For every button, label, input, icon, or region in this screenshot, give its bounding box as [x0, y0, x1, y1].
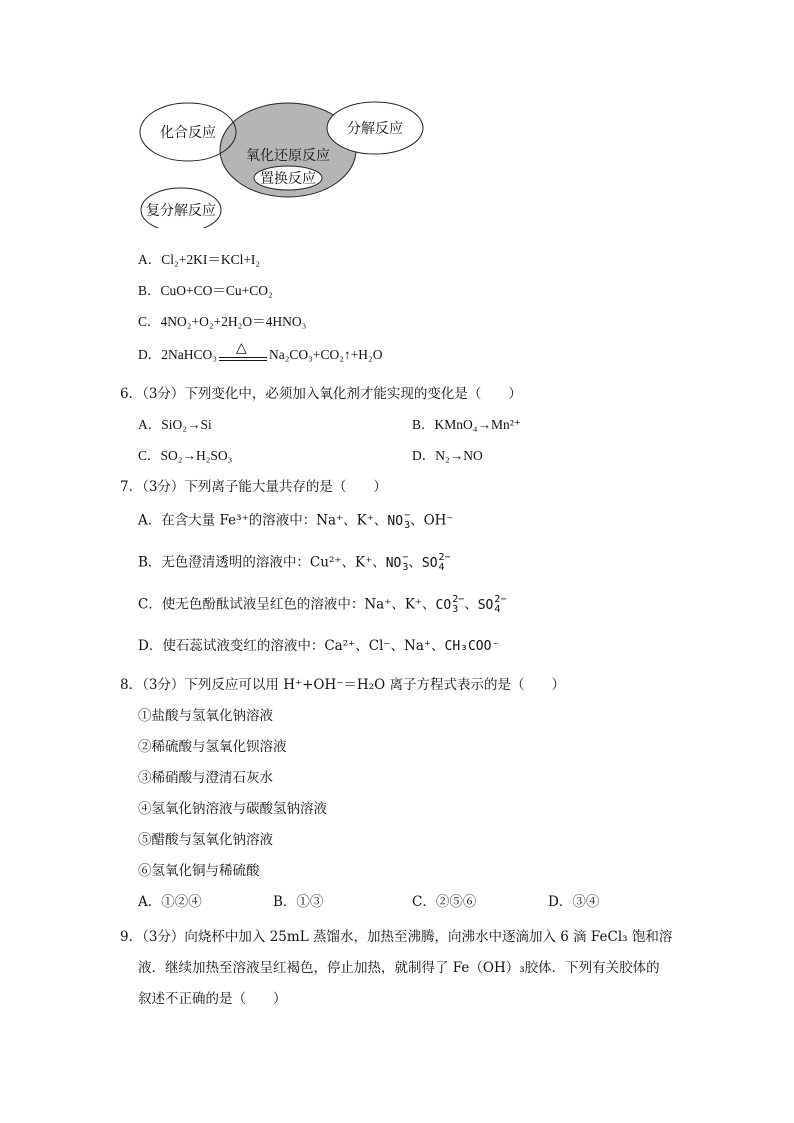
q8-option-b: B．①③ [273, 894, 324, 910]
ion-subscript: 3 [452, 604, 459, 615]
q7-stem: 7．（3分）下列离子能大量共存的是（ ） [120, 479, 387, 495]
q6-option-b: B．KMnO₄→Mn²⁺ [412, 417, 521, 432]
q7-option-d [138, 637, 499, 656]
equals-bar [219, 357, 267, 361]
ion-symbol: CO [435, 597, 452, 613]
q7-option-a [138, 511, 454, 531]
q7-b-text: B．无色澄清透明的溶液中：Cu²⁺、K⁺、 [138, 554, 386, 571]
q5-option-d-reactant: D．2NaHCO₃ [138, 347, 217, 362]
separator: 、 [408, 554, 422, 571]
q8-option-c: C．②⑤⑥ [412, 894, 477, 910]
q8-item-2: ②稀硫酸与氢氧化钡溶液 [138, 739, 287, 755]
carbonate-ion [435, 594, 465, 615]
nitrate-ion [387, 510, 411, 531]
q8-item-4: ④氢氧化钠溶液与碳酸氢钠溶液 [138, 801, 327, 817]
reaction-classification-diagram [138, 98, 438, 228]
ion-subscript: 4 [438, 562, 445, 573]
q5-option-d [138, 339, 383, 365]
q8-option-d: D．③④ [548, 894, 600, 910]
q8-item-6: ⑥氢氧化铜与稀硫酸 [138, 863, 260, 879]
delta-icon: △ [235, 339, 247, 356]
decomposition-label: 分解反应 [347, 121, 403, 137]
q6-option-c: C．SO₂→H₂SO₃ [138, 448, 233, 463]
q5-option-b: B．CuO+CO＝Cu+CO₂ [138, 283, 273, 298]
q8-stem: 8．（3分）下列反应可以用 H⁺+OH⁻＝H₂O 离子方程式表示的是（ ） [120, 677, 565, 693]
q9-stem-line-3: 叙述不正确的是（ ） [138, 991, 287, 1007]
redox-label: 氧化还原反应 [246, 148, 330, 164]
ion-subscript: 3 [402, 562, 409, 573]
sulfate-ion [477, 594, 507, 615]
q9-stem-line-1: 9．（3分）向烧杯中加入 25mL 蒸馏水，加热至沸腾，向沸水中逐滴加入 6 滴 FeCl₃ 饱和溶 [120, 929, 673, 945]
q8-option-a: A．①②④ [138, 894, 202, 910]
ion-charge: − [402, 552, 409, 563]
double-decomposition-label: 复分解反应 [146, 203, 216, 219]
ion-charge: 2− [452, 594, 465, 605]
q6-option-a: A．SiO₂→Si [138, 417, 212, 432]
ion-symbol: SO [477, 597, 494, 613]
q7-a-text: A．在含大量 Fe³⁺的溶液中：Na⁺、K⁺、 [138, 512, 388, 529]
q7-option-b [138, 553, 451, 573]
sulfate-ion [421, 552, 451, 573]
q5-option-a: A．Cl₂+2KI＝KCl+I₂ [138, 252, 261, 267]
acetate-ion: CH₃COO⁻ [444, 639, 500, 654]
ion-symbol: NO [385, 555, 402, 571]
combination-label: 化合反应 [160, 125, 216, 141]
q8-item-3: ③稀硝酸与澄清石灰水 [138, 770, 273, 786]
q6-stem: 6．（3分）下列变化中，必须加入氧化剂才能实现的变化是（ ） [120, 386, 522, 402]
q5-option-d-products: Na₂CO₃+CO₂↑+H₂O [268, 347, 383, 362]
q5-option-c: C．4NO₂+O₂+2H₂O＝4HNO₃ [138, 314, 307, 329]
ion-symbol: SO [421, 555, 438, 571]
q8-item-1: ①盐酸与氢氧化钠溶液 [138, 708, 273, 724]
heating-condition [217, 339, 269, 365]
q8-item-5: ⑤醋酸与氢氧化钠溶液 [138, 832, 273, 848]
nitrate-ion [385, 552, 409, 573]
q7-c-text: C．使无色酚酞试液呈红色的溶液中：Na⁺、K⁺、 [138, 596, 436, 613]
ion-subscript: 3 [404, 520, 411, 531]
ion-symbol: NO [387, 513, 404, 529]
ion-charge: 2− [494, 594, 507, 605]
q7-a-tail: 、OH⁻ [410, 512, 454, 529]
q7-d-text: D．使石蕊试液变红的溶液中：Ca²⁺、Cl⁻、Na⁺、 [138, 638, 445, 654]
q7-option-c [138, 595, 506, 615]
separator: 、 [464, 596, 478, 613]
q9-stem-line-2: 液．继续加热至溶液呈红褐色，停止加热，就制得了 Fe（OH）₃胶体．下列有关胶体的 [138, 960, 660, 976]
ion-subscript: 4 [494, 604, 501, 615]
displacement-label: 置换反应 [260, 171, 316, 187]
q6-option-d: D．N₂→NO [412, 448, 483, 463]
ion-charge: − [404, 510, 411, 521]
ion-charge: 2− [438, 552, 451, 563]
